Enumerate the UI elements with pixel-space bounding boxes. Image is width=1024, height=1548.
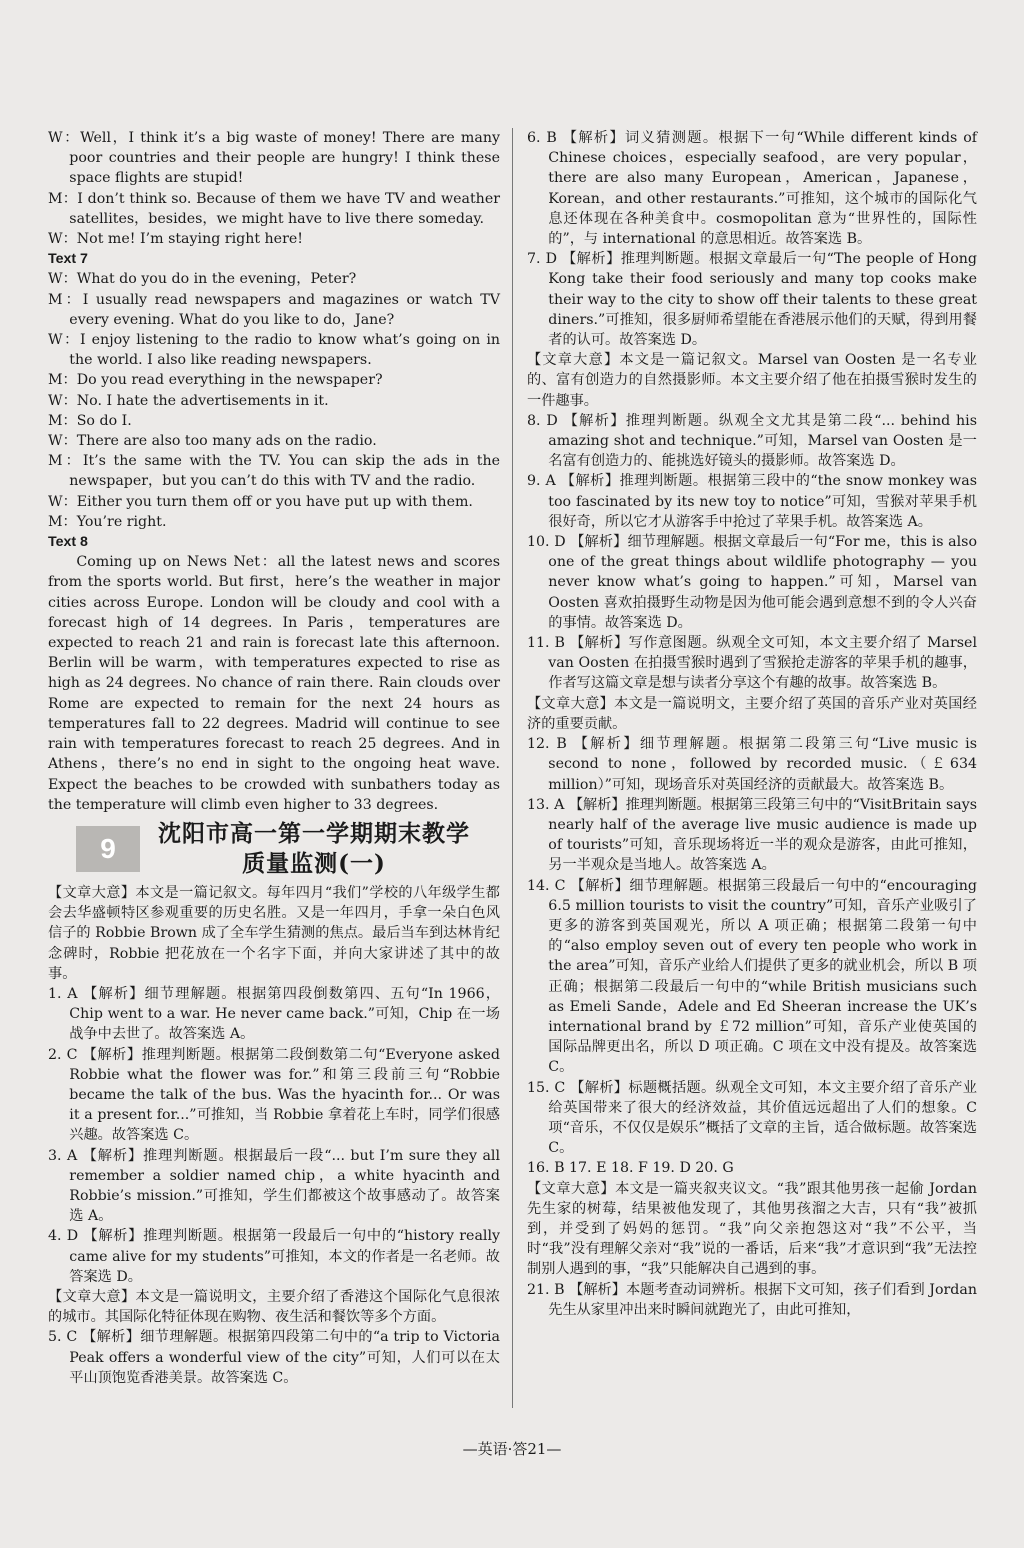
dialogue-line: W：Well，I think it’s a big waste of money! There are many poor countries and their people are hungry! I think these space flights are stupid! [48,130,500,187]
section-header [48,819,500,879]
dialogue-line: M：Do you read everything in the newspaper? [48,372,383,389]
dialogue-line: W：What do you do in the evening，Peter? [48,271,357,288]
answer-item: 9. A 【解析】推理判断题。根据第三段中的“the snow monkey was too fascinated by its new toy to notice”可知，雪猴对苹果手机很好奇，所以它才从游客手中抢过了苹果手机。故答案选 A。 [527,473,977,530]
left-blocks-answers [48,883,500,1388]
dialogue-line: M：It’s the same with the TV. You can skip the ads in the newspaper，but you can’t do this with TV and the radio. [48,453,500,490]
dialogue-line: W：Not me! I’m staying right here! [48,231,303,248]
article-summary: 【文章大意】本文是一篇记叙文。每年四月“我们”学校的八年级学生都会去华盛顿特区参观重要的历史名胜。又是一年四月，手拿一朵白色风信子的 Robbie Brown 成了全车学生猜测的焦点。最后当车到达林肯纪念碑时，Robbie 把花放在一个名字下面，并向大家讲述了其中的故事。 [48,884,500,982]
answer-item: 3. A 【解析】推理判断题。根据最后一段“... but I’m sure they all remember a soldier named chip，a white hyacinth and Robbie’s mission.”可推知，学生们都被这个故事感动了。故答案选 A。 [48,1147,500,1225]
dialogue-line: W：No. I hate the advertisements in it. [48,392,329,409]
text-heading: Text 7 [48,251,88,268]
answer-item: 4. D 【解析】推理判断题。根据第一段最后一句中的“history really came alive for my students”可推知，本文的作者是一名老师。故答案选 D。 [48,1228,500,1285]
dialogue-line: M：So do I. [48,412,132,429]
article-summary: 【文章大意】本文是一篇夹叙夹议文。“我”跟其他男孩一起偷 Jordan 先生家的树莓，结果被他发现了，其他男孩溜之大吉，只有“我”被抓到，并受到了妈妈的惩罚。“我”向父亲抱怨这对“我”不公平，当时“我”没有理解父亲对“我”说的一番话，后来“我”才意识到“我”无法控制别人遇到的事，“我”只能解决自己遇到的事。 [527,1180,977,1278]
answer-item: 12. B 【解析】细节理解题。根据第二段第三句“Live music is second to none，followed by recorded music.（￡634 million）”可知，现场音乐对英国经济的贡献最大。故答案选 B。 [527,736,977,793]
left-column [48,128,500,1388]
right-blocks [527,128,977,1320]
section-title-line2: 质量监测(一) [242,849,386,877]
article-summary: 【文章大意】本文是一篇记叙文。Marsel van Oosten 是一名专业的、富有创造力的自然摄影师。本文主要介绍了他在拍摄雪猴时发生的一件趣事。 [527,352,977,409]
section-number-badge: 9 [76,826,140,872]
right-column [527,128,977,1320]
answer-item: 13. A 【解析】推理判断题。根据第三段第三句中的“VisitBritain says nearly half of the average live music audience is made up of tourists”可知，音乐现场将近一半的观众是游客，由此可推知，另一半观众是当地人。故答案选 A。 [527,796,978,874]
answer-item: 2. C 【解析】推理判断题。根据第二段倒数第二句“Everyone asked Robbie what the flower was for.”和第三段前三句“Robbie became the talk of the bus. Was the hyacinth for... Or was it a present for...”可推知，当 Robbie 拿着花上车时，同学们很感兴趣。故答案选 C。 [48,1046,500,1144]
section-title-line1: 沈阳市高一第一学期期末教学 [158,819,470,847]
column-divider [512,128,513,1408]
text-heading: Text 8 [48,534,88,551]
dialogue-line: M：I usually read newspapers and magazines or watch TV every evening. What do you like to do，Jane? [48,291,500,328]
answer-item: 5. C 【解析】细节理解题。根据第四段第二句中的“a trip to Victoria Peak offers a wonderful view of the city”可知，人们可以在太平山顶饱览香港美景。故答案选 C。 [48,1329,500,1386]
dialogue-line: M：I don’t think so. Because of them we have TV and weather satellites，besides，we might have to live there someday. [48,190,500,227]
page-footer: —英语·答21— [462,1440,562,1458]
passage-paragraph: Coming up on News Net：all the latest news and scores from the sports world. But first，here’s the weather in major cities across Europe. London will be cloudy and cool with a forecast high of 14 degrees. In Paris，temperatures are expected to reach 21 and rain is forecast late this afternoon. Berlin will be warm，with temperatures expected to rise as high as 24 degrees. No chance of rain there. Rain clouds over Rome are expected to remain for the next 24 hours as temperatures fall to 22 degrees. Madrid will continue to see rain with temperatures forecast to reach 25 degrees. And in Athens，there’s no end in sight to the ongoing heat wave. Expect the beaches to be crowded with sunbathers today as the temperature will climb even higher to 33 degrees. [48,554,500,813]
answer-item: 14. C 【解析】细节理解题。根据第三段最后一句中的“encouraging 6.5 million tourists to visit the country”可知，音乐产业吸引了更多的游客到英国观光，所以 A 项正确；根据第二段第一句中的“also employ seven out of every ten people who work in the area”可知，音乐产业给人们提供了更多的就业机会，所以 B 项正确；根据第二段最后一句中的“while British musicians such as Emeli Sande，Adele and Ed Sheeran increase the UK’s international brand by ￡72 million”可知，音乐产业使英国的国际品牌更出名，所以 D 项正确。C 项在文中没有提及。故答案选 C。 [527,877,977,1076]
answer-item: 6. B 【解析】词义猜测题。根据下一句“While different kinds of Chinese choices，especially seafood，are very popular，there are also many European，American，Japanese，Korean，and other restaurants.”可推知，这个城市的国际化气息还体现在各种美食中。cosmopolitan 意为“世界性的，国际性的”，与 international 的意思相近。故答案选 B。 [527,130,977,248]
article-summary: 【文章大意】本文是一篇说明文，主要介绍了英国的音乐产业对英国经济的重要贡献。 [527,695,977,732]
section-title [158,819,470,879]
answer-item: 8. D 【解析】推理判断题。纵观全文尤其是第二段“... behind his amazing shot and technique.”可知，Marsel van Oosten 是一名富有创造力的、能挑选好镜头的摄影师。故答案选 D。 [527,412,977,470]
left-blocks [48,128,500,815]
dialogue-line: W：I enjoy listening to the radio to know what’s going on in the world. I also like reading newspapers. [48,332,500,369]
dialogue-line: W：There are also too many ads on the radio. [48,433,377,450]
answer-item: 15. C 【解析】标题概括题。纵观全文可知，本文主要介绍了音乐产业给英国带来了很大的经济效益，其价值远远超出了人们的想象。C 项“音乐，不仅仅是娱乐”概括了文章的主旨，适合做标题。故答案选 C。 [527,1079,977,1157]
dialogue-line: M：You’re right. [48,513,167,530]
answer-item: 7. D 【解析】推理判断题。根据文章最后一句“The people of Hong Kong take their food seriously and many top cooks make their way to the city to show off their talents to these great diners.”可推知，很多厨师希望能在香港展示他们的天赋，得到用餐者的认可。故答案选 D。 [527,251,977,349]
article-summary: 【文章大意】本文是一篇说明文，主要介绍了香港这个国际化气息很浓的城市。其国际化特征体现在购物、夜生活和餐饮等多个方面。 [48,1288,500,1326]
dialogue-line: W：Either you turn them off or you have put up with them. [48,493,473,510]
answer-item: 16. B 17. E 18. F 19. D 20. G [527,1160,734,1177]
answer-item: 10. D 【解析】细节理解题。根据文章最后一句“For me，this is also one of the great things about wildlife photography — you never know what’s going to happen.”可知，Marsel van Oosten 喜欢拍摄野生动物是因为他可能会遇到意想不到的令人兴奋的事情。故答案选 D。 [527,534,977,631]
answer-item: 21. B 【解析】本题考查动词辨析。根据下文可知，孩子们看到 Jordan 先生从家里冲出来时瞬间就跑光了，由此可推知， [527,1281,977,1318]
answer-item: 1. A 【解析】细节理解题。根据第四段倒数第四、五句“In 1966，Chip went to a war. He never came back.”可知，Chip 在一场战争中去世了。故答案选 A。 [48,985,500,1043]
answer-item: 11. B 【解析】写作意图题。纵观全文可知，本文主要介绍了 Marsel van Oosten 在拍摄雪猴时遇到了雪猴抢走游客的苹果手机的趣事，作者写这篇文章是想与读者分享这个有趣的故事。故答案选 B。 [527,635,977,692]
